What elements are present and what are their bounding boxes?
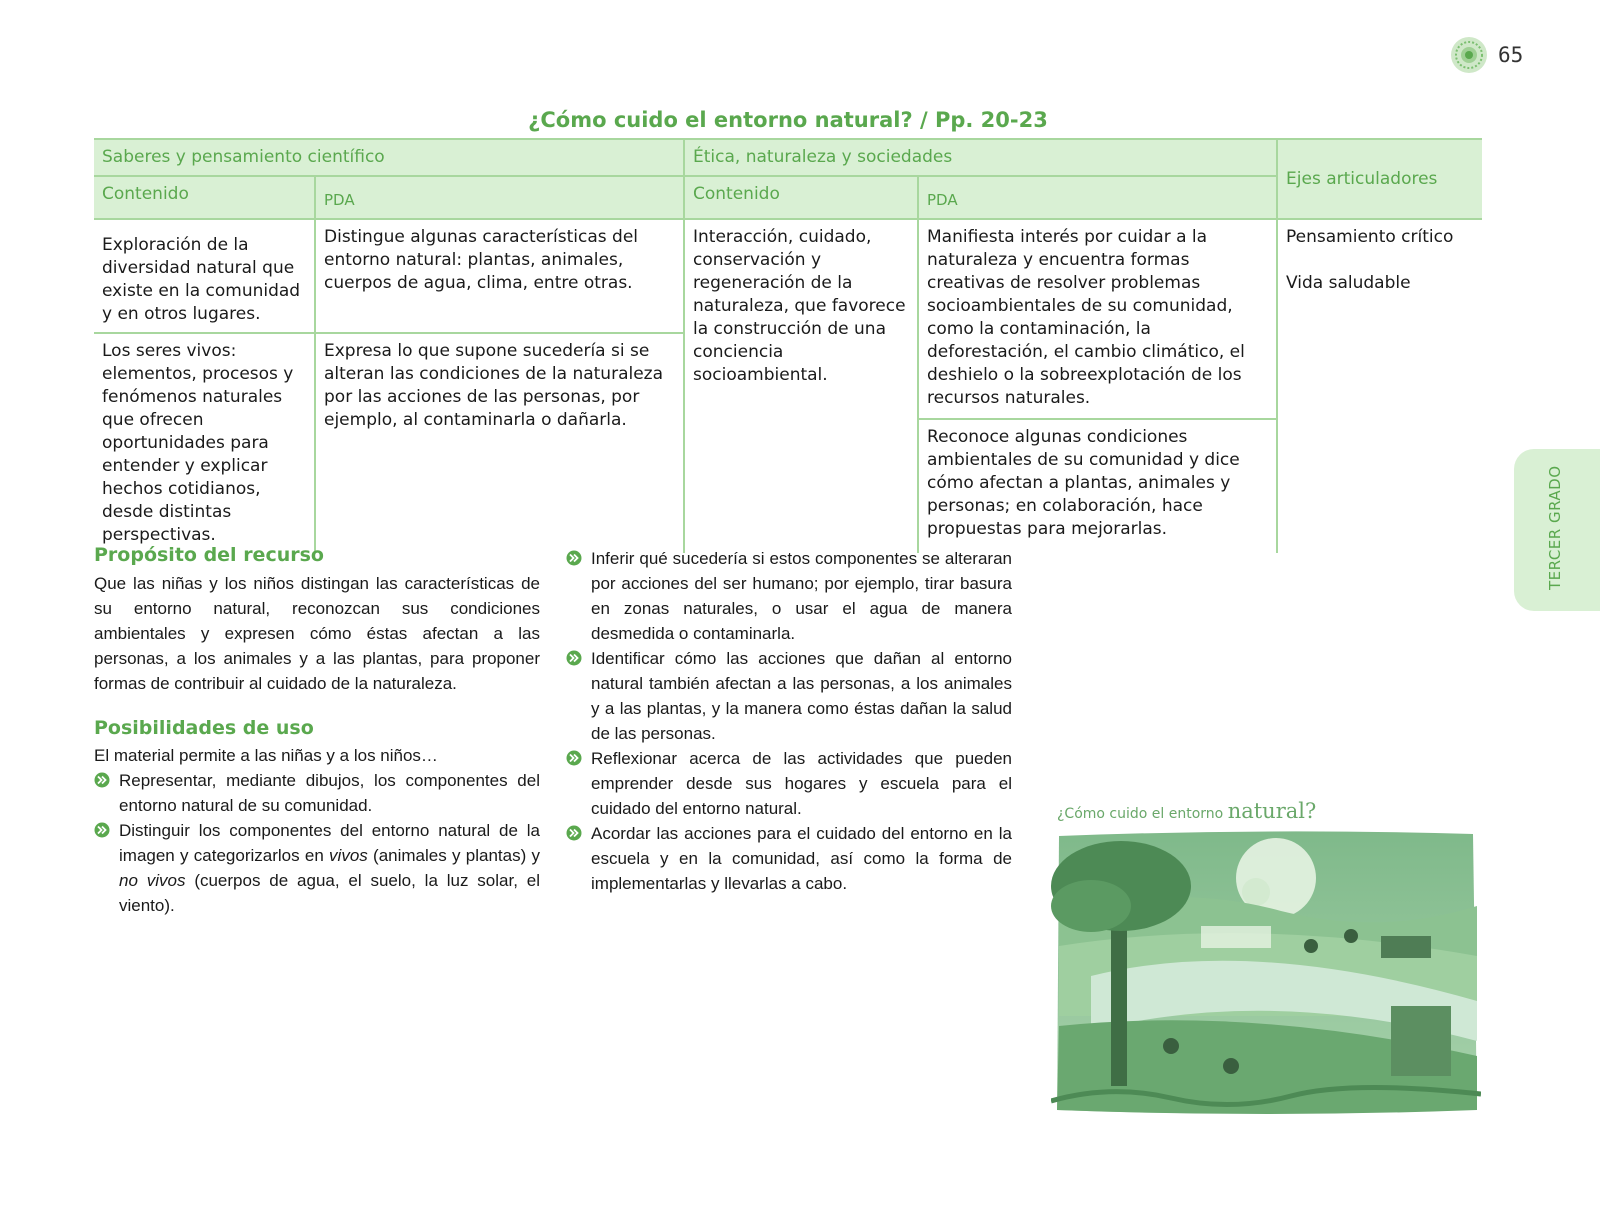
list-item bbox=[566, 821, 1012, 896]
double-chevron-bullet-icon bbox=[566, 550, 582, 566]
proposito-title: Propósito del recurso bbox=[94, 544, 324, 566]
list-item-text: Inferir qué sucedería si estos componentes se alteraran por acciones del ser humano; por ejemplo, tirar basura en zonas naturales, o usar el agua de manera desmedida o contaminarla. bbox=[591, 549, 1012, 643]
thumbnail-illustration bbox=[1051, 826, 1481, 1122]
list-item-text: Representar, mediante dibujos, los componentes del entorno natural de su comunidad. bbox=[119, 771, 540, 815]
page-number-group bbox=[1450, 36, 1523, 74]
saberes-pda-1: Distingue algunas características del entorno natural: plantas, animales, cuerpos de agua, clima, entre otras. bbox=[315, 219, 684, 333]
list-item bbox=[94, 818, 540, 918]
proposito-text: Que las niñas y los niños distingan las características de su entorno natural, reconozcan sus condiciones ambientales y expresen cómo éstas afectan a las personas, a los animales y a las plantas, para proponer formas de contribuir al cuidado de la naturaleza. bbox=[94, 574, 540, 693]
page-number: 65 bbox=[1498, 43, 1524, 67]
posibilidades-list-1 bbox=[94, 768, 540, 918]
thumbnail-title bbox=[1057, 799, 1316, 823]
list-item-text: (animales y plantas) y bbox=[367, 846, 540, 865]
posibilidades-intro: El material permite a las niñas y a los niños… bbox=[94, 746, 438, 765]
etica-pda-1: Manifiesta interés por cuidar a la naturaleza y encuentra formas creativas de resolver problemas socioambientales de su comunidad, como la contaminación, la deforestación, el cambio climático, el deshielo o la sobreexplotación de los recursos naturales. bbox=[919, 220, 1276, 420]
list-item bbox=[566, 646, 1012, 746]
saberes-pda-2: Expresa lo que supone sucedería si se alteran las condiciones de la naturaleza por las acciones de las personas, por ejemplo, al contaminarla o dañarla. bbox=[315, 333, 684, 553]
posibilidades-list-2 bbox=[566, 546, 1012, 896]
eje-item: Vida saludable bbox=[1286, 273, 1411, 293]
saberes-contenido-1: Exploración de la diversidad natural que existe en la comunidad y en otros lugares. bbox=[94, 219, 315, 333]
etica-pda-2: Reconoce algunas condiciones ambientales de su comunidad y dice cómo afectan a plantas, animales y personas; en colaboración, hace propuestas para mejorarlas. bbox=[927, 427, 1240, 539]
double-chevron-bullet-icon bbox=[566, 750, 582, 766]
ejes-cell bbox=[1277, 219, 1482, 553]
double-chevron-bullet-icon bbox=[566, 825, 582, 841]
header-contenido-etica: Contenido bbox=[684, 176, 918, 219]
double-chevron-bullet-icon bbox=[94, 772, 110, 788]
table-title: ¿Cómo cuido el entorno natural? / Pp. 20-23 bbox=[528, 108, 1048, 132]
header-pda-saberes: PDA bbox=[315, 176, 684, 219]
header-contenido-saberes: Contenido bbox=[94, 176, 315, 219]
list-item-text: Reflexionar acerca de las actividades que pueden emprender desde sus hogares y escuela para el cuidado del entorno natural. bbox=[591, 749, 1012, 818]
list-item-text: Distinguir los componentes del entorno natural de la imagen y categorizarlos en bbox=[119, 821, 540, 865]
saberes-contenido-2: Los seres vivos: elementos, procesos y fenómenos naturales que ofrecen oportunidades para entender y explicar hechos cotidianos, desde distintas perspectivas. bbox=[94, 333, 315, 553]
thumbnail-title-small: ¿Cómo cuido el entorno bbox=[1057, 806, 1228, 822]
double-chevron-bullet-icon bbox=[94, 822, 110, 838]
curriculum-table bbox=[94, 138, 1482, 553]
posibilidades-title: Posibilidades de uso bbox=[94, 717, 314, 739]
list-item-text: Acordar las acciones para el cuidado del entorno en la escuela y en la comunidad, así como la forma de implementarlas y llevarlas a cabo. bbox=[591, 824, 1012, 893]
header-saberes: Saberes y pensamiento científico bbox=[94, 139, 684, 176]
list-item bbox=[566, 746, 1012, 821]
header-ejes: Ejes articuladores bbox=[1277, 139, 1482, 219]
grade-side-tab-label: TERCER GRADO bbox=[1546, 465, 1564, 590]
list-item bbox=[94, 768, 540, 818]
thumbnail-title-big: natural? bbox=[1227, 799, 1317, 823]
table-row bbox=[94, 219, 1482, 333]
etica-contenido: Interacción, cuidado, conservación y regeneración de la naturaleza, que favorece la construcción de una conciencia socioambiental. bbox=[684, 219, 918, 553]
list-item-text: Identificar cómo las acciones que dañan al entorno natural también afectan a las personas, a los animales y a las plantas, y la manera como éstas dañan la salud de las personas. bbox=[591, 649, 1012, 743]
etica-pda-cell bbox=[918, 219, 1277, 553]
sun-emblem-icon bbox=[1450, 36, 1488, 74]
list-item bbox=[566, 546, 1012, 646]
table-header-row-2 bbox=[94, 176, 1482, 219]
list-item-emphasis: vivos bbox=[329, 846, 368, 865]
double-chevron-bullet-icon bbox=[566, 650, 582, 666]
header-pda-etica: PDA bbox=[918, 176, 1277, 219]
eje-item: Pensamiento crítico bbox=[1286, 227, 1454, 247]
list-item-text: (cuerpos de agua, el suelo, la luz solar, el viento). bbox=[119, 871, 540, 915]
header-etica: Ética, naturaleza y sociedades bbox=[684, 139, 1277, 176]
table-header-row-1 bbox=[94, 139, 1482, 176]
list-item-emphasis: no vivos bbox=[119, 871, 186, 890]
